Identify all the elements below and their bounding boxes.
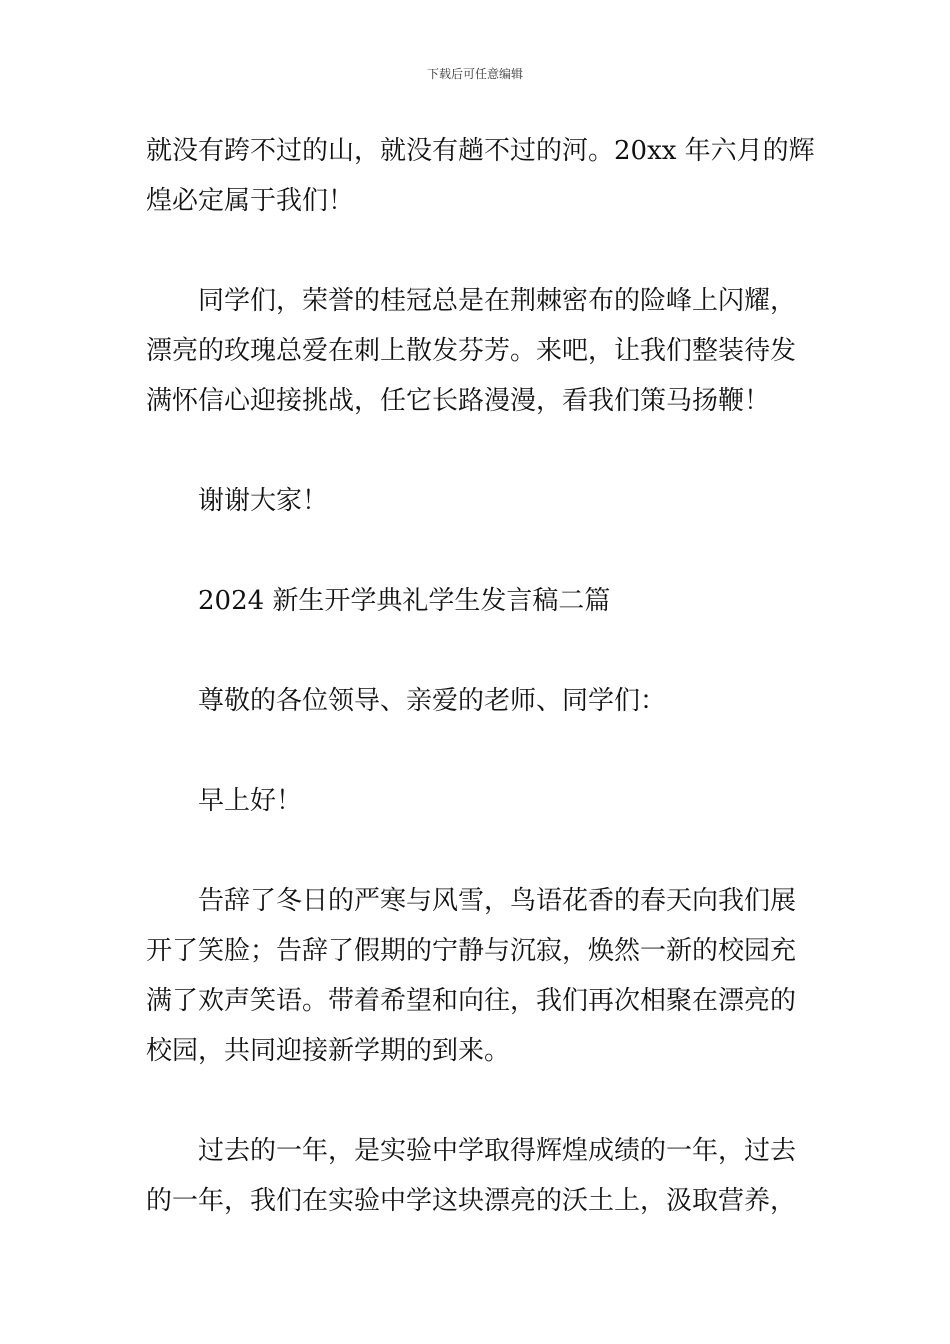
paragraph-7-line-3: 满了欢声笑语。带着希望和向往，我们再次相聚在漂亮的 bbox=[146, 986, 797, 1016]
salutation-line: 尊敬的各位领导、亲爱的老师、同学们： bbox=[198, 686, 667, 716]
paragraph-8-line-2: 的一年，我们在实验中学这块漂亮的沃土上，汲取营养， bbox=[146, 1186, 797, 1216]
paragraph-spacer bbox=[146, 626, 810, 676]
paragraph-8 bbox=[146, 1126, 810, 1226]
paragraph-spacer bbox=[146, 426, 810, 476]
paragraph-3-line-1: 谢谢大家！ bbox=[198, 486, 329, 516]
document-body bbox=[146, 126, 815, 1226]
paragraph-7 bbox=[146, 876, 810, 1076]
section-title-line: 2024 新生开学典礼学生发言稿二篇 bbox=[198, 586, 611, 616]
paragraph-spacer bbox=[146, 226, 810, 276]
paragraph-3 bbox=[146, 476, 810, 526]
greeting bbox=[146, 776, 810, 826]
paragraph-2-line-1: 同学们，荣誉的桂冠总是在荆棘密布的险峰上闪耀， bbox=[198, 286, 797, 316]
paragraph-spacer bbox=[146, 526, 810, 576]
section-title bbox=[146, 576, 810, 626]
paragraph-2-line-3: 满怀信心迎接挑战，任它长路漫漫，看我们策马扬鞭！ bbox=[146, 386, 771, 416]
paragraph-7-line-2: 开了笑脸；告辞了假期的宁静与沉寂，焕然一新的校园充 bbox=[146, 936, 797, 966]
paragraph-spacer bbox=[146, 826, 810, 876]
paragraph-1 bbox=[146, 126, 815, 226]
paragraph-7-line-1: 告辞了冬日的严寒与风雪，鸟语花香的春天向我们展 bbox=[198, 886, 797, 916]
paragraph-1-line-1: 就没有跨不过的山，就没有趟不过的河。20xx 年六月的辉 bbox=[146, 136, 815, 166]
page-header-note: 下载后可任意编辑 bbox=[426, 67, 523, 81]
paragraph-2 bbox=[146, 276, 810, 426]
greeting-line: 早上好！ bbox=[198, 786, 303, 816]
paragraph-spacer bbox=[146, 726, 810, 776]
paragraph-spacer bbox=[146, 1076, 810, 1126]
salutation bbox=[146, 676, 810, 726]
paragraph-8-line-1: 过去的一年，是实验中学取得辉煌成绩的一年，过去 bbox=[198, 1136, 797, 1166]
paragraph-7-line-4: 校园，共同迎接新学期的到来。 bbox=[146, 1036, 511, 1066]
paragraph-1-line-2: 煌必定属于我们！ bbox=[146, 186, 355, 216]
paragraph-2-line-2: 漂亮的玫瑰总爱在刺上散发芬芳。来吧，让我们整装待发 bbox=[146, 336, 797, 366]
